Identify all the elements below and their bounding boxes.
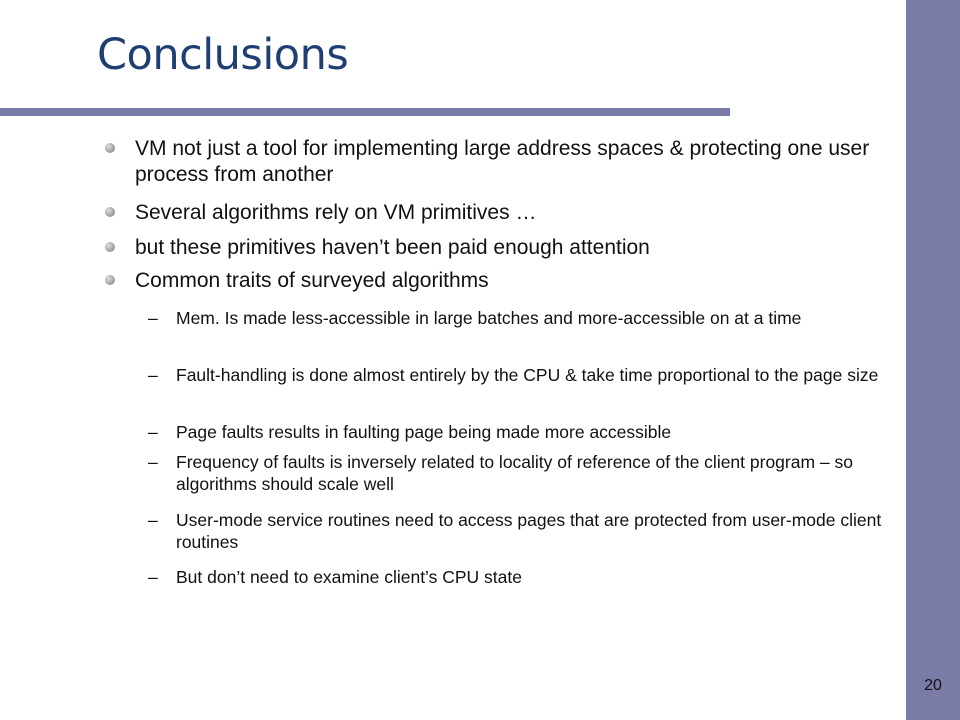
bullet-text: but these primitives haven’t been paid enough attention (135, 236, 650, 259)
dash-marker: – (148, 308, 158, 328)
sub-bullet-text: Fault-handling is done almost entirely by the CPU & take time proportional to the page size (176, 365, 879, 385)
dash-marker: – (148, 365, 158, 385)
bullet-text: Several algorithms rely on VM primitives … (135, 201, 537, 224)
dash-marker: – (148, 422, 158, 442)
sub-bullet-item (148, 451, 901, 495)
sub-bullet-item (148, 307, 901, 329)
bullet-dot-icon (105, 143, 115, 153)
bullet-text: VM not just a tool for implementing large address spaces & protecting one user process from another (135, 137, 870, 186)
sub-bullet-item (148, 364, 901, 386)
dash-marker: – (148, 510, 158, 530)
bullet-item (135, 235, 875, 261)
bullet-item (135, 268, 875, 294)
page-number: 20 (924, 677, 942, 694)
sub-bullet-text: Frequency of faults is inversely related to locality of reference of the client program – so algorithms should scale well (176, 452, 853, 494)
sub-bullet-text: Page faults results in faulting page being made more accessible (176, 422, 672, 442)
bullet-item (135, 136, 875, 188)
side-accent-bar (906, 0, 960, 720)
dash-marker: – (148, 567, 158, 587)
sub-bullet-item (148, 566, 901, 588)
sub-bullet-text: Mem. Is made less-accessible in large batches and more-accessible on at a time (176, 308, 802, 328)
sub-bullet-text: User-mode service routines need to access pages that are protected from user-mode client routines (176, 510, 882, 552)
bullet-item (135, 200, 875, 226)
bullet-text: Common traits of surveyed algorithms (135, 269, 489, 292)
bullet-dot-icon (105, 275, 115, 285)
slide-title: Conclusions (97, 30, 349, 80)
sub-bullet-text: But don’t need to examine client’s CPU state (176, 567, 522, 587)
sub-bullet-item (148, 421, 901, 443)
bullet-dot-icon (105, 242, 115, 252)
dash-marker: – (148, 452, 158, 472)
bullet-dot-icon (105, 207, 115, 217)
sub-bullet-item (148, 509, 901, 553)
